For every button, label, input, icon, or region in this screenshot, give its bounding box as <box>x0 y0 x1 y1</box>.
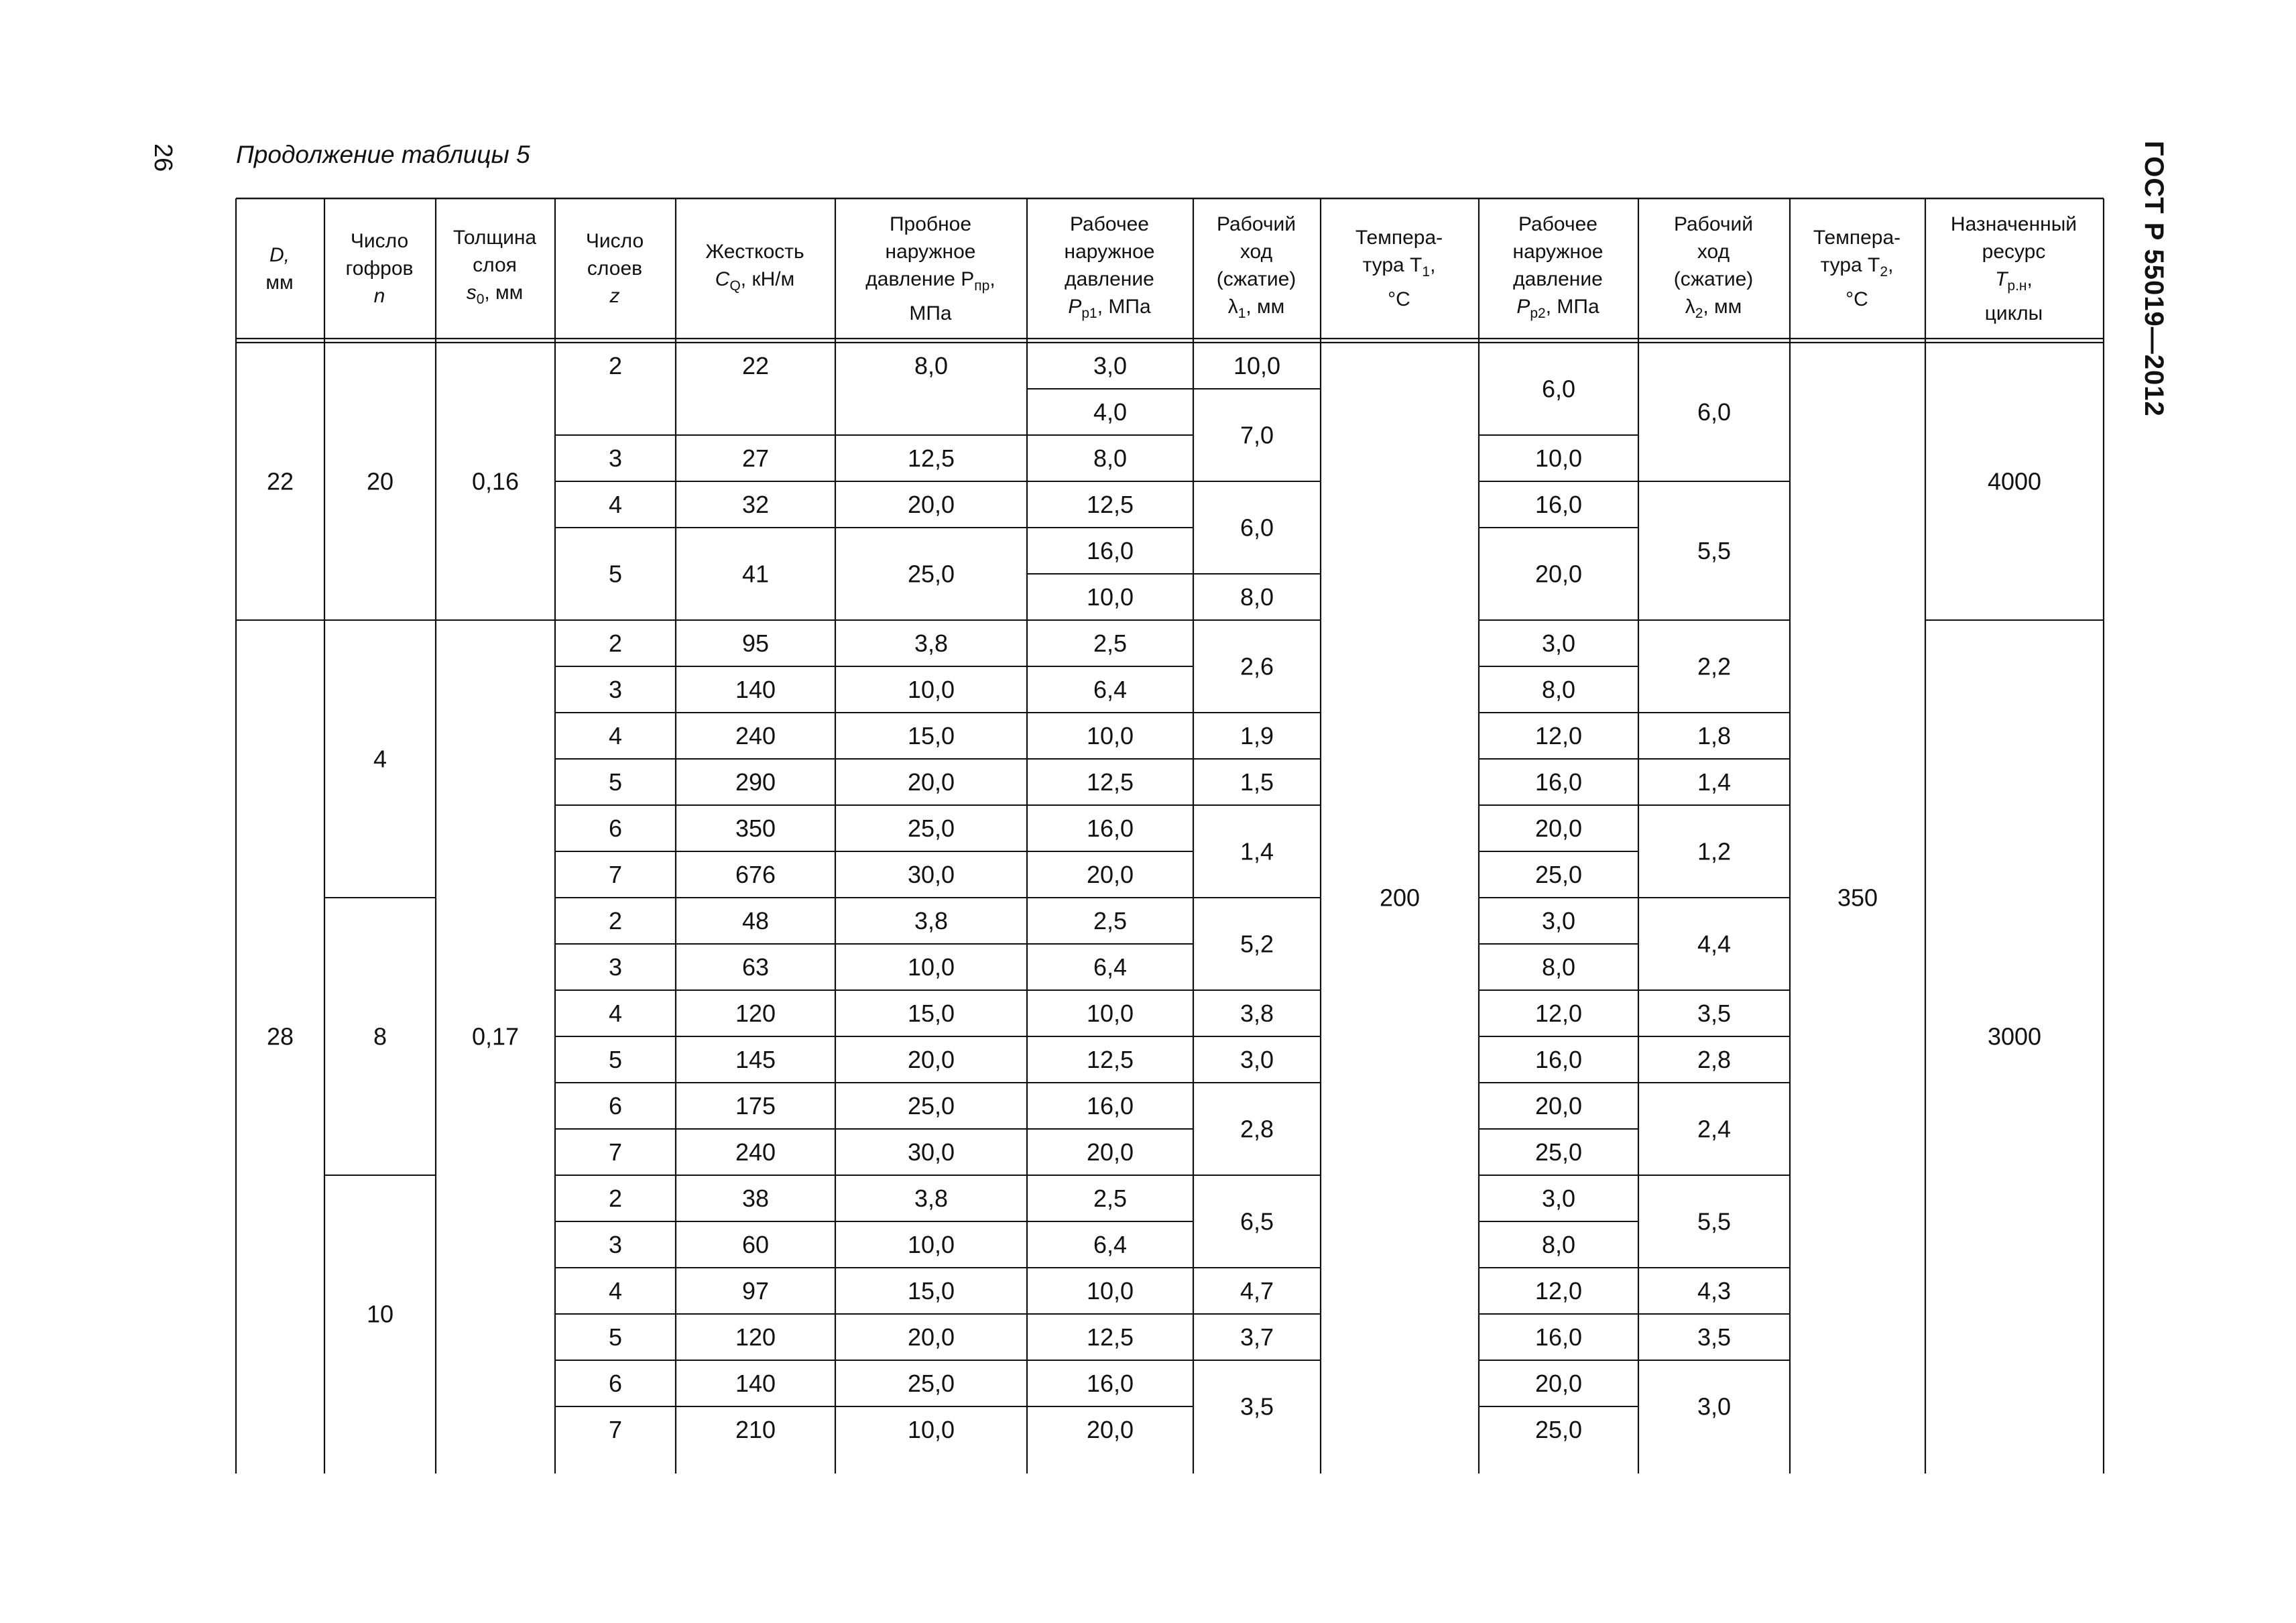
cell-test-pressure: 8,0 <box>914 352 949 379</box>
cell-stroke-2: 6,0 <box>1697 398 1732 426</box>
cell-working-pressure-1: 12,5 <box>1086 1046 1134 1073</box>
cell-stiffness: 120 <box>735 1323 776 1351</box>
cell-stiffness: 22 <box>741 352 770 379</box>
cell-layers: 2 <box>608 1185 623 1212</box>
cell-stiffness: 140 <box>735 1370 776 1397</box>
header-layer-thickness: Толщина слоя $s_0$, мм <box>452 227 537 307</box>
cell-working-pressure-2: 12,0 <box>1534 1277 1583 1305</box>
cell-working-pressure-2: 20,0 <box>1534 560 1583 588</box>
cell-stroke-2: 3,0 <box>1697 1392 1732 1421</box>
standard-designation: ГОСТ Р 55019—2012 <box>2139 141 2169 417</box>
cell-stiffness: 38 <box>741 1185 770 1212</box>
cell-working-pressure-2: 25,0 <box>1534 1138 1583 1166</box>
header-stiffness: Жесткость $C_Q$, кН/м <box>705 240 804 294</box>
cell-stroke-1: 2,6 <box>1240 652 1274 680</box>
cell-corrugations: 10 <box>366 1300 394 1328</box>
cell-test-pressure: 25,0 <box>907 815 955 842</box>
cell-layers: 4 <box>608 1277 623 1305</box>
header-working-pressure-2: Рабочее наружное давление $P_{р2}$, МПа <box>1512 213 1604 321</box>
cell-layers: 7 <box>608 1416 623 1443</box>
cell-working-pressure-1: 10,0 <box>1086 722 1134 749</box>
cell-resource: 3000 <box>1987 1022 2042 1050</box>
cell-stroke-2: 1,4 <box>1697 768 1732 796</box>
cell-test-pressure: 20,0 <box>907 1046 955 1073</box>
cell-working-pressure-1: 10,0 <box>1086 583 1134 611</box>
cell-test-pressure: 15,0 <box>907 1277 955 1305</box>
cell-stiffness: 240 <box>735 1138 776 1166</box>
cell-working-pressure-2: 16,0 <box>1534 491 1583 518</box>
cell-stiffness: 350 <box>735 815 776 842</box>
cell-working-pressure-2: 25,0 <box>1534 1416 1583 1443</box>
cell-stroke-1: 4,7 <box>1240 1277 1274 1305</box>
cell-working-pressure-1: 12,5 <box>1086 1323 1134 1351</box>
header-temperature-1: Темпера- тура $T_1$, °C <box>1355 227 1443 310</box>
cell-working-pressure-2: 20,0 <box>1534 815 1583 842</box>
cell-test-pressure: 3,8 <box>914 629 949 657</box>
cell-working-pressure-1: 8,0 <box>1093 444 1128 472</box>
cell-layers: 5 <box>608 1046 623 1073</box>
header-working-pressure-1: Рабочее наружное давление $P_{р1}$, МПа <box>1064 213 1155 321</box>
cell-resource: 4000 <box>1987 467 2042 495</box>
cell-layers: 5 <box>608 1323 623 1351</box>
cell-stiffness: 175 <box>735 1092 776 1120</box>
cell-stroke-1: 3,8 <box>1240 1000 1274 1027</box>
header-d: D, мм <box>265 243 294 294</box>
cell-layer-thickness: 0,17 <box>471 1022 520 1050</box>
cell-working-pressure-2: 6,0 <box>1541 375 1576 403</box>
cell-test-pressure: 10,0 <box>907 953 955 981</box>
cell-working-pressure-2: 16,0 <box>1534 1046 1583 1073</box>
cell-layers: 7 <box>608 1138 623 1166</box>
cell-working-pressure-2: 8,0 <box>1541 953 1576 981</box>
cell-stiffness: 290 <box>735 768 776 796</box>
cell-stroke-1: 6,0 <box>1240 514 1274 542</box>
cell-stroke-1: 8,0 <box>1240 583 1274 611</box>
cell-stiffness: 63 <box>741 953 770 981</box>
cell-stroke-1: 1,4 <box>1240 837 1274 865</box>
cell-test-pressure: 3,8 <box>914 1185 949 1212</box>
cell-layers: 3 <box>608 676 623 703</box>
cell-stiffness: 48 <box>741 907 770 935</box>
cell-layers: 2 <box>608 907 623 935</box>
cell-stroke-2: 4,4 <box>1697 930 1732 958</box>
cell-test-pressure: 20,0 <box>907 1323 955 1351</box>
cell-corrugations: 4 <box>373 745 387 773</box>
cell-stiffness: 140 <box>735 676 776 703</box>
cell-working-pressure-2: 3,0 <box>1541 1185 1576 1212</box>
cell-working-pressure-1: 16,0 <box>1086 1092 1134 1120</box>
cell-working-pressure-1: 2,5 <box>1093 907 1128 935</box>
header-temperature-2: Темпера- тура $T_2$, °C <box>1813 227 1901 310</box>
header-test-pressure: Пробное наружное давление $P_{пр}$, МПа <box>865 213 995 324</box>
cell-diameter: 28 <box>266 1022 294 1050</box>
cell-working-pressure-1: 20,0 <box>1086 1138 1134 1166</box>
cell-test-pressure: 30,0 <box>907 861 955 888</box>
cell-working-pressure-1: 2,5 <box>1093 629 1128 657</box>
cell-test-pressure: 15,0 <box>907 1000 955 1027</box>
cell-layers: 4 <box>608 722 623 749</box>
cell-stiffness: 27 <box>741 444 770 472</box>
cell-stiffness: 676 <box>735 861 776 888</box>
cell-test-pressure: 20,0 <box>907 491 955 518</box>
cell-test-pressure: 3,8 <box>914 907 949 935</box>
cell-stroke-1: 6,5 <box>1240 1207 1274 1236</box>
cell-stroke-1: 1,9 <box>1240 722 1274 749</box>
header-stroke-2: Рабочий ход (сжатие) $\lambda_2$, мм <box>1673 213 1754 321</box>
cell-stroke-2: 1,2 <box>1697 837 1732 865</box>
cell-working-pressure-1: 12,5 <box>1086 491 1134 518</box>
cell-working-pressure-2: 20,0 <box>1534 1370 1583 1397</box>
cell-working-pressure-2: 3,0 <box>1541 907 1576 935</box>
cell-layers: 4 <box>608 1000 623 1027</box>
cell-layers: 6 <box>608 815 623 842</box>
cell-working-pressure-2: 16,0 <box>1534 768 1583 796</box>
header-resource: Назначенный ресурс $T_{р.н}$, циклы <box>1950 213 2077 324</box>
cell-working-pressure-1: 10,0 <box>1086 1277 1134 1305</box>
cell-working-pressure-2: 12,0 <box>1534 1000 1583 1027</box>
cell-test-pressure: 25,0 <box>907 1092 955 1120</box>
cell-layers: 6 <box>608 1370 623 1397</box>
cell-stiffness: 120 <box>735 1000 776 1027</box>
cell-stiffness: 41 <box>741 560 770 588</box>
header-layers: Число слоев z <box>585 230 644 307</box>
cell-working-pressure-1: 20,0 <box>1086 861 1134 888</box>
cell-stroke-1: 7,0 <box>1240 421 1274 449</box>
table-caption: Продолжение таблицы 5 <box>236 141 530 168</box>
cell-test-pressure: 25,0 <box>907 560 955 588</box>
cell-layers: 7 <box>608 861 623 888</box>
cell-test-pressure: 10,0 <box>907 1416 955 1443</box>
cell-stroke-2: 2,8 <box>1697 1046 1732 1073</box>
cell-working-pressure-2: 3,0 <box>1541 629 1576 657</box>
header-stroke-1: Рабочий ход (сжатие) $\lambda_1$, мм <box>1216 213 1296 321</box>
page-number: 26 <box>149 143 177 172</box>
cell-stroke-1: 5,2 <box>1240 930 1274 958</box>
cell-working-pressure-1: 16,0 <box>1086 815 1134 842</box>
cell-working-pressure-1: 6,4 <box>1093 676 1128 703</box>
header-corrugations: Число гофров n <box>345 230 414 307</box>
cell-stroke-1: 10,0 <box>1233 352 1281 379</box>
cell-stiffness: 60 <box>741 1231 770 1258</box>
cell-working-pressure-1: 16,0 <box>1086 1370 1134 1397</box>
cell-stroke-1: 1,5 <box>1240 768 1274 796</box>
cell-stroke-2: 2,4 <box>1697 1115 1732 1143</box>
cell-layers: 6 <box>608 1092 623 1120</box>
cell-temperature-1: 200 <box>1379 884 1421 912</box>
cell-test-pressure: 25,0 <box>907 1370 955 1397</box>
cell-stroke-2: 4,3 <box>1697 1277 1732 1305</box>
cell-stroke-2: 5,5 <box>1697 1207 1732 1236</box>
cell-layers: 5 <box>608 768 623 796</box>
cell-test-pressure: 30,0 <box>907 1138 955 1166</box>
cell-stroke-2: 5,5 <box>1697 537 1732 564</box>
cell-stroke-2: 3,5 <box>1697 1000 1732 1027</box>
cell-stroke-1: 3,5 <box>1240 1392 1274 1421</box>
cell-test-pressure: 10,0 <box>907 676 955 703</box>
cell-stiffness: 145 <box>735 1046 776 1073</box>
cell-corrugations: 8 <box>373 1022 387 1050</box>
cell-stiffness: 240 <box>735 722 776 749</box>
cell-working-pressure-1: 4,0 <box>1093 398 1128 426</box>
cell-working-pressure-1: 12,5 <box>1086 768 1134 796</box>
cell-working-pressure-2: 12,0 <box>1534 722 1583 749</box>
cell-layers: 4 <box>608 491 623 518</box>
cell-working-pressure-2: 10,0 <box>1534 444 1583 472</box>
cell-layers: 5 <box>608 560 623 588</box>
cell-test-pressure: 10,0 <box>907 1231 955 1258</box>
cell-working-pressure-1: 6,4 <box>1093 1231 1128 1258</box>
cell-diameter: 22 <box>266 467 294 495</box>
cell-layers: 3 <box>608 953 623 981</box>
cell-stiffness: 32 <box>741 491 770 518</box>
cell-working-pressure-2: 25,0 <box>1534 861 1583 888</box>
cell-stroke-2: 2,2 <box>1697 652 1732 680</box>
cell-working-pressure-1: 6,4 <box>1093 953 1128 981</box>
cell-stroke-1: 3,7 <box>1240 1323 1274 1351</box>
cell-layers: 2 <box>608 629 623 657</box>
cell-stroke-1: 2,8 <box>1240 1115 1274 1143</box>
cell-layers: 3 <box>608 1231 623 1258</box>
cell-stiffness: 97 <box>741 1277 770 1305</box>
cell-stroke-1: 3,0 <box>1240 1046 1274 1073</box>
cell-stiffness: 210 <box>735 1416 776 1443</box>
cell-corrugations: 20 <box>366 467 394 495</box>
cell-working-pressure-2: 16,0 <box>1534 1323 1583 1351</box>
cell-working-pressure-1: 3,0 <box>1093 352 1128 379</box>
cell-layer-thickness: 0,16 <box>471 467 520 495</box>
cell-working-pressure-2: 20,0 <box>1534 1092 1583 1120</box>
cell-working-pressure-1: 10,0 <box>1086 1000 1134 1027</box>
cell-stroke-2: 1,8 <box>1697 722 1732 749</box>
cell-working-pressure-2: 8,0 <box>1541 676 1576 703</box>
cell-layers: 3 <box>608 444 623 472</box>
cell-working-pressure-1: 2,5 <box>1093 1185 1128 1212</box>
cell-stroke-2: 3,5 <box>1697 1323 1732 1351</box>
cell-temperature-2: 350 <box>1837 884 1878 912</box>
cell-working-pressure-1: 16,0 <box>1086 537 1134 564</box>
cell-working-pressure-1: 20,0 <box>1086 1416 1134 1443</box>
cell-test-pressure: 12,5 <box>907 444 955 472</box>
cell-layers: 2 <box>608 352 623 379</box>
cell-test-pressure: 20,0 <box>907 768 955 796</box>
cell-stiffness: 95 <box>741 629 770 657</box>
cell-test-pressure: 15,0 <box>907 722 955 749</box>
cell-working-pressure-2: 8,0 <box>1541 1231 1576 1258</box>
